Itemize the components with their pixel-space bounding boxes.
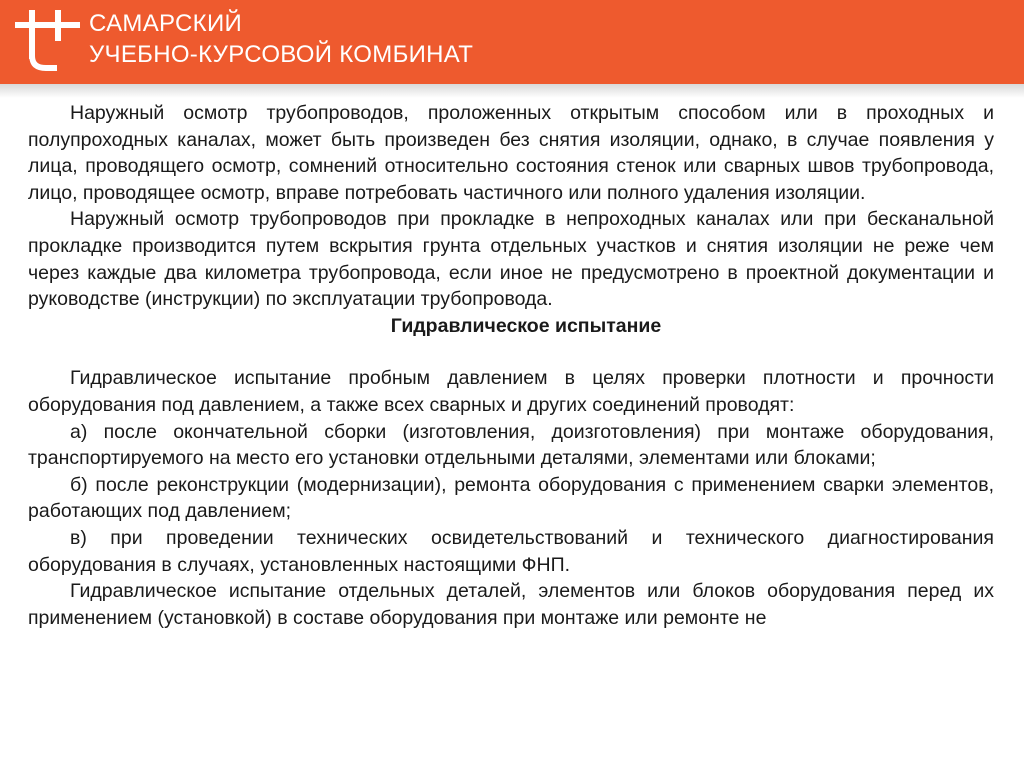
section-heading: Гидравлическое испытание <box>390 314 662 337</box>
list-item-c: в) при проведении технических освидетельствований и технического диагностирования оборудования в случаях, установленных настоящими ФНП. <box>28 526 994 576</box>
cross-logo-icon <box>14 8 80 74</box>
list-item-a: а) после окончательной сборки (изготовления, доизготовления) при монтаже оборудования, транспортируемого на место его установки отдельными деталями, элементами или блоками; <box>28 420 994 470</box>
header-shadow <box>0 84 1024 98</box>
document-body <box>28 100 994 631</box>
paragraph-2: Наружный осмотр трубопроводов при прокладке в непроходных каналах или при бесканальной прокладке производится путем вскрытия грунта отдельных участков и снятия изоляции не реже чем через каждые два километра трубопровода, если иное не предусмотрено в проектной документации и руководстве (инструкции) по эксплуатации трубопровода. <box>28 208 994 311</box>
list-item-b: б) после реконструкции (модернизации), ремонта оборудования с применением сварки элементов, работающих под давлением; <box>28 473 994 523</box>
paragraph-4: Гидравлическое испытание отдельных деталей, элементов или блоков оборудования перед их применением (установкой) в составе оборудования при монтаже или ремонте не <box>28 580 994 629</box>
paragraph-1: Наружный осмотр трубопроводов, проложенных открытым способом или в проходных и полупроходных каналах, может быть произведен без снятия изоляции, однако, в случае появления у лица, проводящего осмотр, сомнений относительно состояния стенок или сварных швов трубопровода, лицо, проводящее осмотр, вправе потребовать частичного или полного удаления изоляции. <box>28 102 994 204</box>
paragraph-3: Гидравлическое испытание пробным давлением в целях проверки плотности и прочности оборудования под давлением, а также всех сварных и других соединений проводят: <box>28 367 994 416</box>
spacer <box>28 339 994 365</box>
brand-name <box>89 8 473 70</box>
brand-line-2: УЧЕБНО-КУРСОВОЙ КОМБИНАТ <box>89 41 474 68</box>
header-bar <box>0 0 1024 84</box>
brand-line-1: САМАРСКИЙ <box>89 10 243 37</box>
